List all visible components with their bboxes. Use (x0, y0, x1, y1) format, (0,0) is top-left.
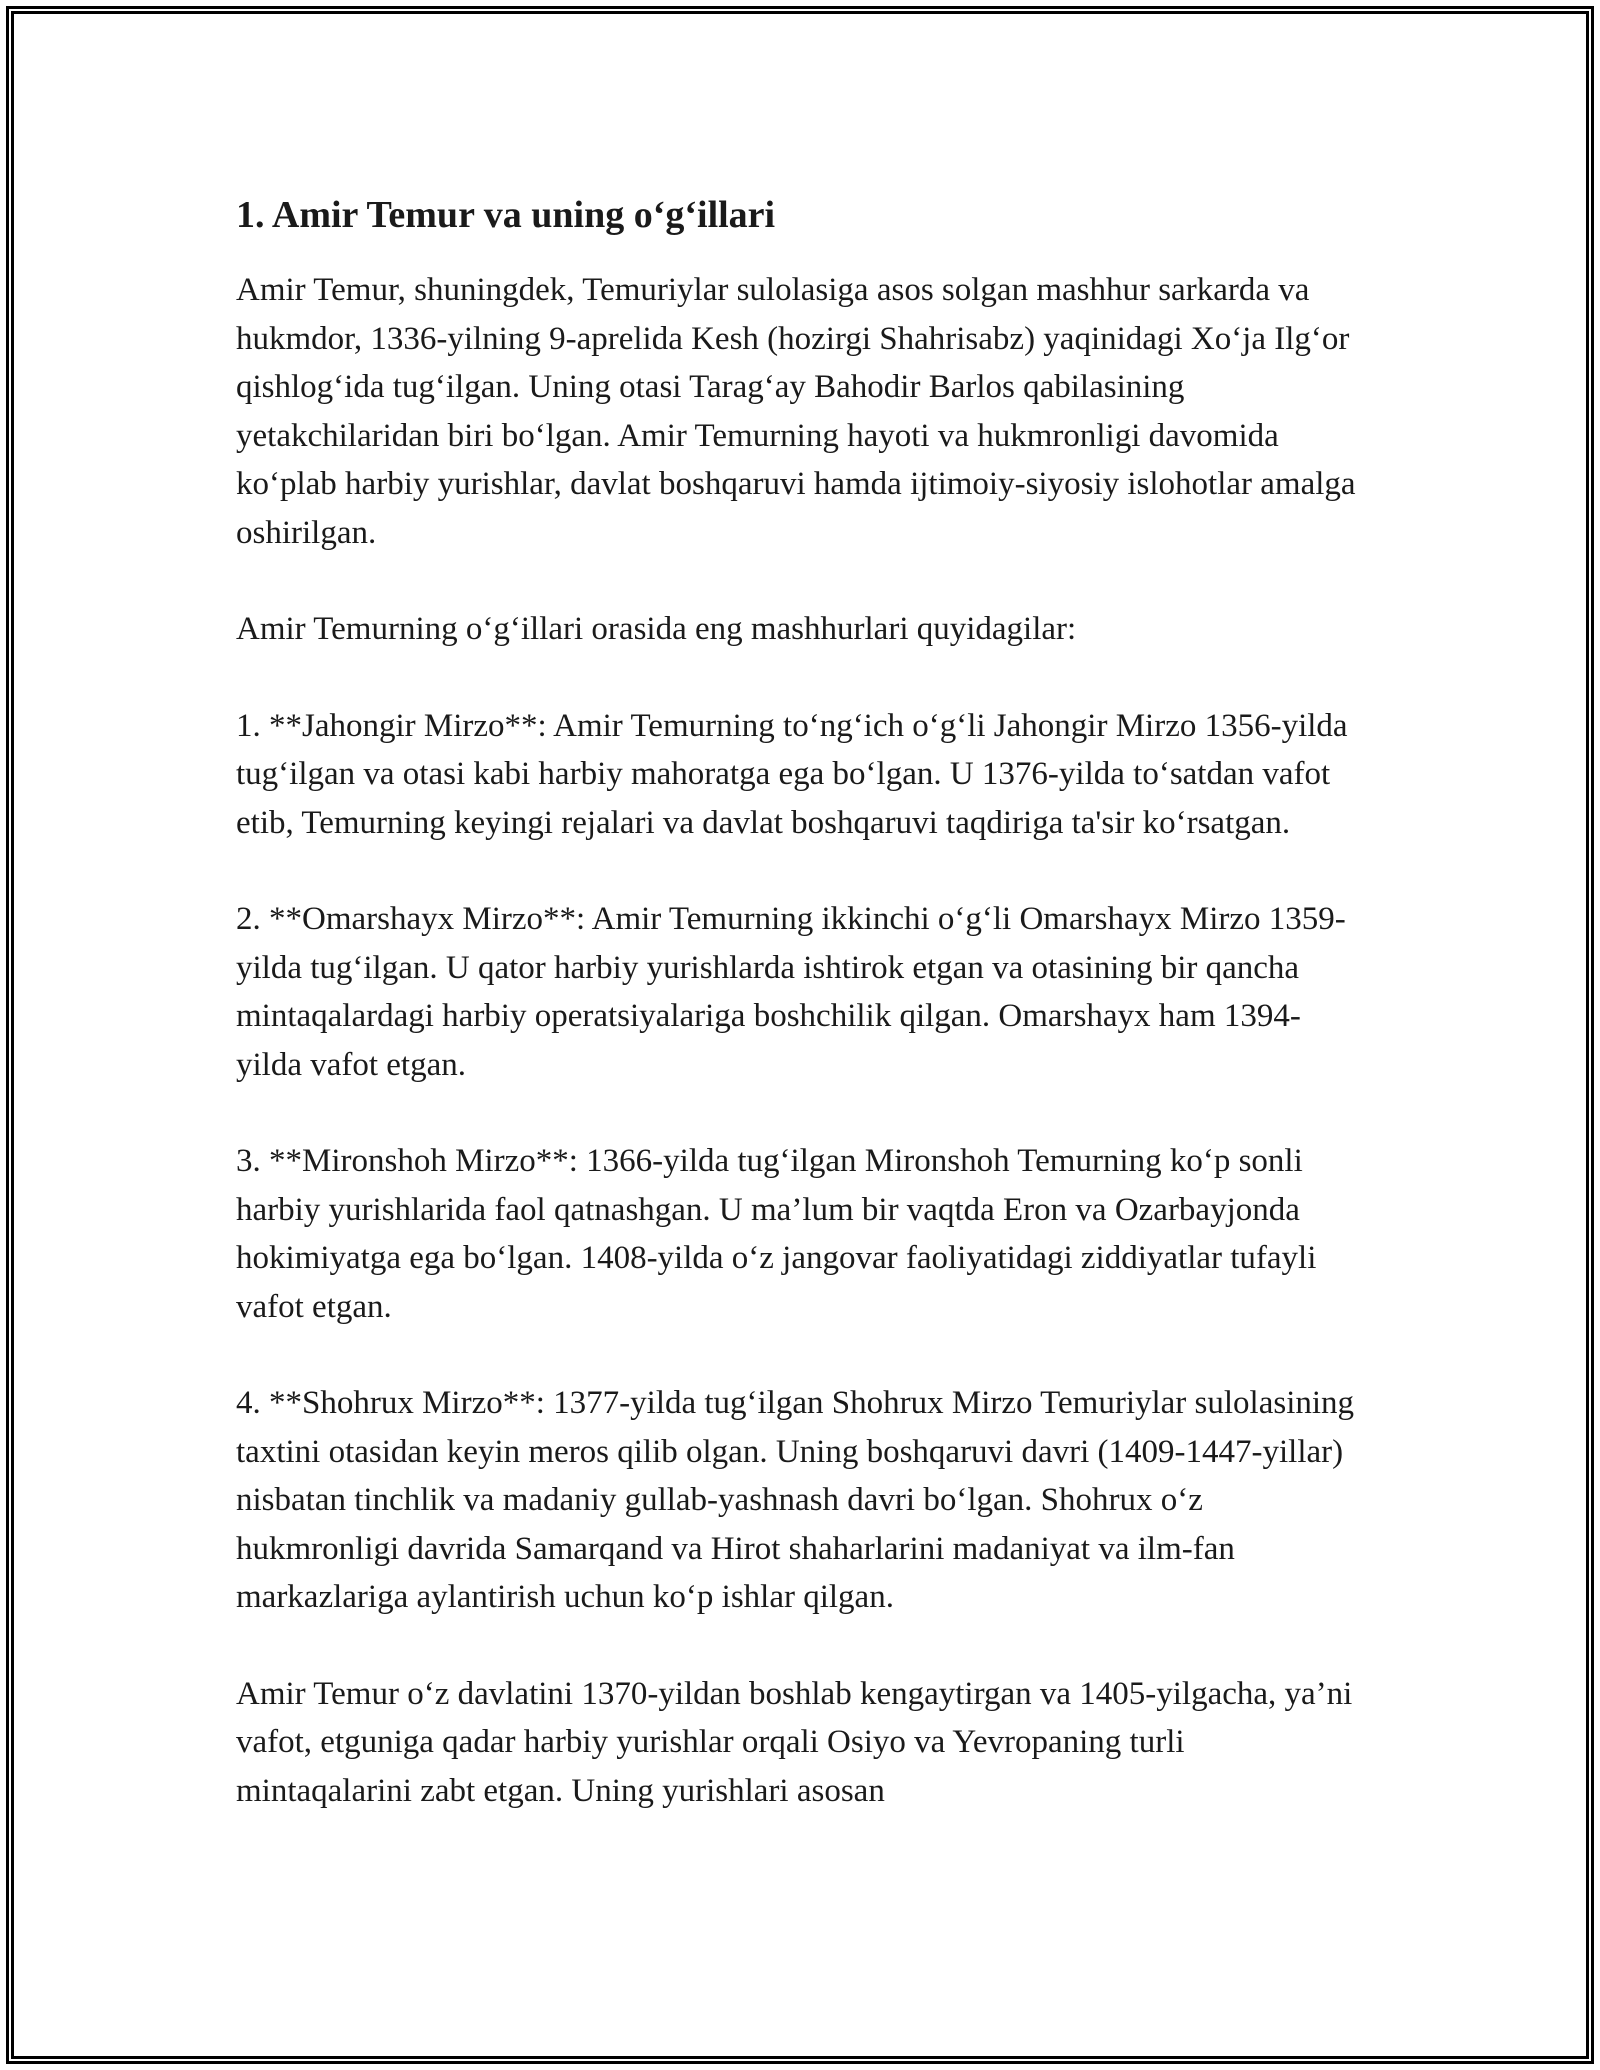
page-title: 1. Amir Temur va uning o‘g‘illari (236, 194, 776, 236)
paragraph-omarshayx: 2. **Omarshayx Mirzo**: Amir Temurning ikkinchi o‘g‘li Omarshayx Mirzo 1359-yilda tug‘ilgan. U qator harbiy yurishlarda ishtirok etgan va otasining bir qancha mintaqalardagi harbiy operatsiyalariga boshchilik qilgan. Omarshayx ham 1394-yilda vafot etgan. (236, 901, 1346, 1083)
paragraph-conquests: Amir Temur o‘z davlatini 1370-yildan boshlab kengaytirgan va 1405-yilgacha, ya’ni vafot, etguniga qadar harbiy yurishlar orqali Osiyo va Yevropaning turli mintaqalarini zabt etgan. Uning yurishlari asosan (236, 1675, 1353, 1809)
paragraph-mironshoh: 3. **Mironshoh Mirzo**: 1366-yilda tug‘ilgan Mironshoh Temurning ko‘p sonli harbiy yurishlarida faol qatnashgan. U ma’lum bir vaqtda Eron va Ozarbayjonda hokimiyatga ega bo‘lgan. 1408-yilda o‘z jangovar faoliyatidagi ziddiyatlar tufayli vafot etgan. (236, 1143, 1317, 1325)
document-body (236, 190, 1366, 1815)
paragraph-intro: Amir Temur, shuningdek, Temuriylar sulolasiga asos solgan mashhur sarkarda va hukmdor, 1336-yilning 9-aprelida Kesh (hozirgi Shahrisabz) yaqinidagi Xo‘ja Ilg‘or qishlog‘ida tug‘ilgan. Uning otasi Tarag‘ay Bahodir Barlos qabilasining yetakchilaridan biri bo‘lgan. Amir Temurning hayoti va hukmronligi davomida ko‘plab harbiy yurishlar, davlat boshqaruvi hamda ijtimoiy-siyosiy islohotlar amalga oshirilgan. (236, 272, 1356, 551)
paragraph-jahongir: 1. **Jahongir Mirzo**: Amir Temurning to‘ng‘ich o‘g‘li Jahongir Mirzo 1356-yilda tug‘ilgan va otasi kabi harbiy mahoratga ega bo‘lgan. U 1376-yilda to‘satdan vafot etib, Temurning keyingi rejalari va davlat boshqaruvi taqdiriga ta'sir ko‘rsatgan. (236, 707, 1348, 841)
paragraph-sons-lead: Amir Temurning o‘g‘illari orasida eng mashhurlari quyidagilar: (236, 611, 1077, 647)
paragraph-shohrux: 4. **Shohrux Mirzo**: 1377-yilda tug‘ilgan Shohrux Mirzo Temuriylar sulolasining taxtini otasidan keyin meros qilib olgan. Uning boshqaruvi davri (1409-1447-yillar) nisbatan tinchlik va madaniy gullab-yashnash davri bo‘lgan. Shohrux o‘z hukmronligi davrida Samarqand va Hirot shaharlarini madaniyat va ilm-fan markazlariga aylantirish uchun ko‘p ishlar qilgan. (236, 1385, 1355, 1615)
